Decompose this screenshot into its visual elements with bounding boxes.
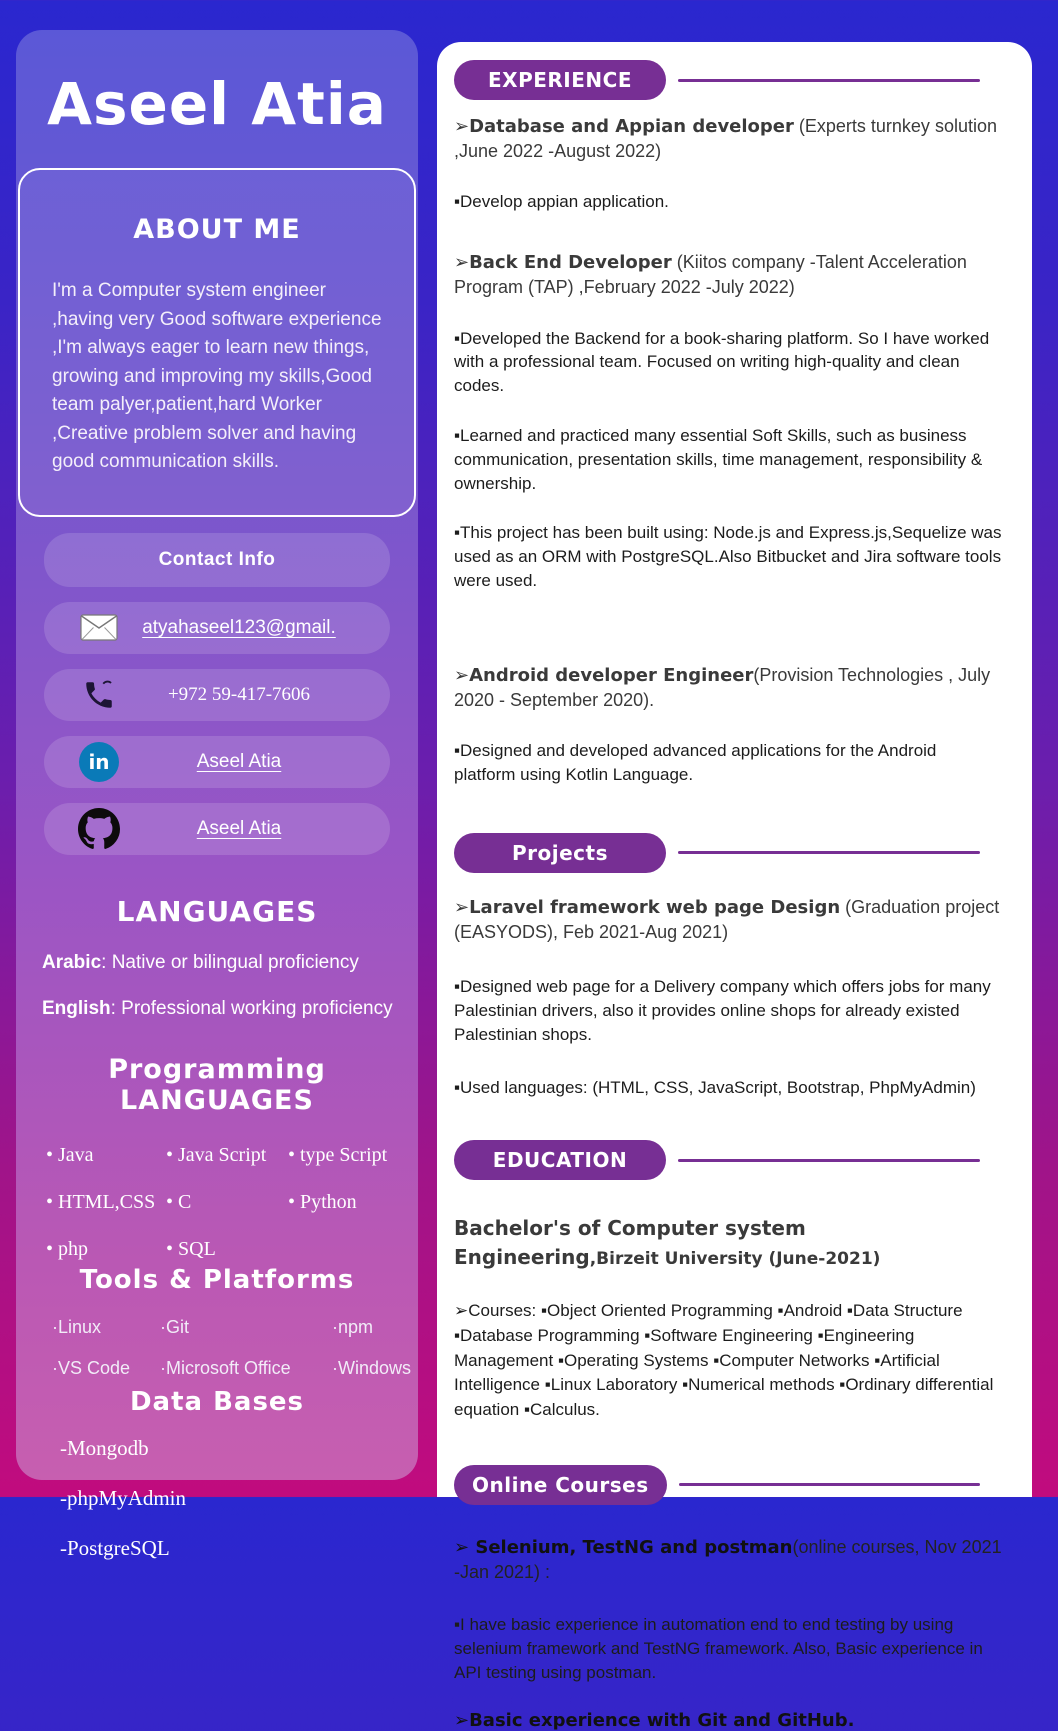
linkedin-icon	[76, 742, 122, 782]
experience-entry-title	[454, 663, 1002, 713]
contact-email[interactable]	[44, 602, 390, 654]
experience-entry-title	[454, 250, 1002, 300]
list-item: • C	[166, 1190, 192, 1213]
language-arabic	[16, 952, 418, 974]
language-label: English	[42, 997, 111, 1019]
linkedin-badge: in	[79, 742, 119, 782]
project-entry-title	[454, 895, 1002, 945]
experience-entry-title	[454, 114, 1002, 164]
entry-role: ➢Back End Developer	[454, 252, 672, 274]
databases-title: Data Bases	[129, 1386, 305, 1417]
education-title: EDUCATION	[454, 1140, 666, 1180]
degree-main: Bachelor's of Computer system Engineering	[454, 1216, 806, 1269]
experience-bullet: ▪Learned and practiced many essential Soft Skills, such as business communication, presentation skills, time management, responsibility & ownership.	[454, 425, 983, 493]
project-bullet: ▪Designed web page for a Delivery company which offers jobs for many Palestinian drivers, also it provides online shops for already existed Palestinian shops.	[454, 977, 991, 1044]
list-item: ·Git	[160, 1316, 189, 1337]
github-link[interactable]: Aseel Atia	[196, 817, 282, 839]
git-experience-line: ➢Basic experience with Git and GitHub.	[454, 1710, 855, 1731]
experience-bullet: ▪Develop appian application.	[454, 192, 669, 212]
list-item: • Python	[288, 1190, 357, 1213]
tools-list	[16, 1317, 418, 1379]
project-bullet: ▪Used languages: (HTML, CSS, JavaScript, Bootstrap, PhpMyAdmin)	[454, 1078, 976, 1098]
list-item: • Java	[46, 1143, 94, 1166]
entry-role: ➢Database and Appian developer	[454, 116, 794, 137]
header-line	[679, 1483, 980, 1486]
online-course-bullet: ▪I have basic experience in automation end to end testing by using selenium framework and TestNG framework. Also, Basic experience in API testing using postman.	[454, 1615, 983, 1682]
main-panel	[437, 42, 1032, 1731]
programming-title: Programming LANGUAGES	[108, 1053, 326, 1116]
phone-icon	[76, 678, 122, 712]
contact-linkedin[interactable]	[44, 736, 390, 788]
languages-title: LANGUAGES	[116, 894, 318, 928]
list-item: -PostgreSQL	[60, 1535, 170, 1560]
entry-meta: (Graduation project (EASYODS), Feb 2021-Aug 2021)	[454, 896, 1000, 942]
tools-title: Tools & Platforms	[79, 1264, 355, 1295]
list-item: ·VS Code	[52, 1357, 131, 1378]
header-line	[678, 1159, 980, 1162]
about-me-title: ABOUT ME	[133, 214, 301, 245]
language-english	[16, 998, 418, 1020]
contact-section	[16, 533, 418, 855]
programming-list	[16, 1144, 418, 1261]
header-line	[678, 79, 980, 82]
online-courses-title: Online Courses	[454, 1465, 667, 1505]
sidebar	[16, 30, 418, 1560]
list-item: • SQL	[166, 1237, 216, 1260]
list-item: ·Windows	[332, 1357, 412, 1378]
entry-meta: (online courses, Nov 2021 -Jan 2021) :	[454, 1536, 1002, 1582]
language-value: : Native or bilingual proficiency	[101, 951, 359, 973]
entry-meta: (Kiitos company -Talent Acceleration Program (TAP) ,February 2022 -July 2022)	[454, 252, 967, 298]
list-item: • Java Script	[166, 1143, 267, 1166]
email-link[interactable]: atyahaseel123@gmail.	[142, 616, 336, 638]
list-item: ·Linux	[52, 1316, 102, 1337]
projects-title: Projects	[454, 833, 666, 873]
education-header	[454, 1140, 1002, 1180]
list-item: ·npm	[332, 1316, 374, 1337]
linkedin-link[interactable]: Aseel Atia	[196, 750, 282, 772]
contact-github[interactable]	[44, 803, 390, 855]
entry-meta: (Experts turnkey solution ,June 2022 -August 2022)	[454, 116, 997, 162]
courses-list: ➢Courses: ▪Object Oriented Programming ▪Android ▪Data Structure ▪Database Programming ▪Software Engineering ▪Engineering Management ▪Operating Systems ▪Computer Networks ▪Artificial Intelligence ▪Linux Laboratory ▪Numerical methods ▪Ordinary differential equation ▪Calculus.	[454, 1301, 994, 1419]
person-name: Aseel Atia	[47, 70, 387, 138]
list-item: -phpMyAdmin	[60, 1485, 186, 1510]
entry-meta: (Provision Technologies , July 2020 - September 2020).	[454, 664, 991, 710]
about-me-text: I'm a Computer system engineer ,having very Good software experience ,I'm always eager to learn new things, growing and improving my skills,Good team palyer,patient,hard Worker ,Creative problem solver and having good communication skills.	[52, 280, 382, 472]
online-courses-header	[454, 1465, 1002, 1505]
list-item: ·Microsoft Office	[160, 1357, 291, 1378]
envelope-icon	[76, 614, 122, 641]
entry-role: ➢ Selenium, TestNG and postman	[454, 1536, 793, 1558]
list-item: -Mongodb	[60, 1435, 149, 1460]
list-item: • type Script	[288, 1143, 388, 1166]
degree-title	[454, 1214, 1002, 1271]
contact-phone[interactable]	[44, 669, 390, 721]
experience-header	[454, 60, 1002, 100]
header-line	[678, 851, 980, 854]
phone-number[interactable]: +972 59-417-7606	[167, 683, 311, 705]
entry-role: ➢Android developer Engineer	[454, 664, 754, 686]
language-label: Arabic	[42, 951, 102, 973]
databases-list	[16, 1437, 418, 1560]
list-item: • php	[46, 1237, 89, 1260]
language-value: : Professional working proficiency	[110, 997, 393, 1019]
github-icon	[76, 808, 122, 850]
degree-sub: ,Birzeit University (June-2021)	[589, 1248, 881, 1269]
list-item: • HTML,CSS	[46, 1190, 156, 1213]
about-me-card	[18, 168, 416, 517]
projects-header	[454, 833, 1002, 873]
experience-bullet: ▪Developed the Backend for a book-sharing platform. So I have worked with a professional team. Focused on writing high-quality and clean codes.	[454, 328, 990, 396]
online-course-entry-title	[454, 1535, 1002, 1585]
entry-role: ➢Laravel framework web page Design	[454, 896, 841, 918]
experience-title: EXPERIENCE	[454, 60, 666, 100]
contact-info-header: Contact Info	[44, 533, 390, 587]
experience-bullet: ▪Designed and developed advanced applications for the Android platform using Kotlin Language.	[454, 741, 937, 784]
experience-bullet: ▪This project has been built using: Node.js and Express.js,Sequelize was used as an ORM with PostgreSQL.Also Bitbucket and Jira software tools were used.	[454, 523, 1002, 590]
